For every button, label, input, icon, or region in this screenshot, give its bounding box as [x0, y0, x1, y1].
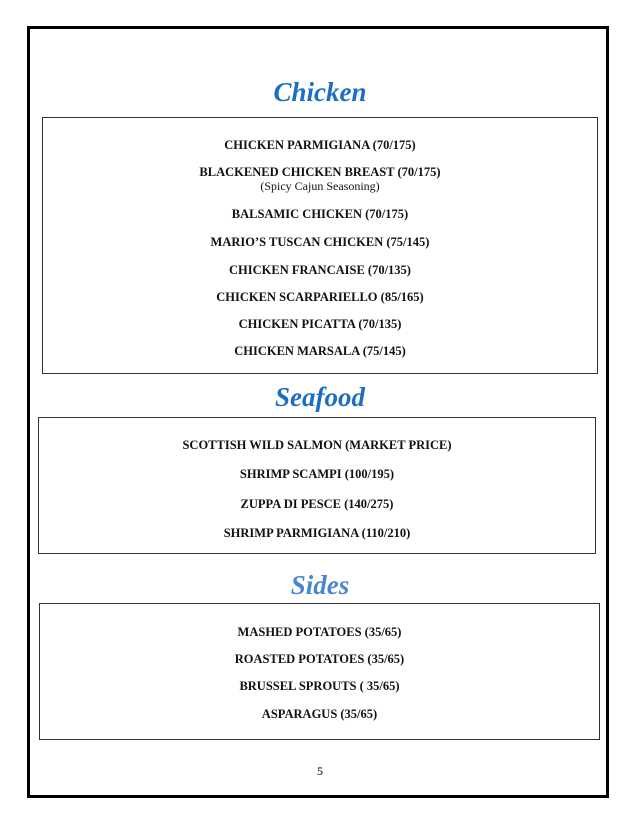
menu-item: SHRIMP SCAMPI (100/195)	[239, 467, 395, 481]
section-heading-chicken: Chicken	[273, 77, 367, 107]
menu-item: ASPARAGUS (35/65)	[261, 707, 378, 721]
menu-item: BALSAMIC CHICKEN (70/175)	[231, 207, 409, 221]
menu-item: CHICKEN FRANCAISE (70/135)	[229, 263, 411, 277]
menu-item-note: (Spicy Cajun Seasoning)	[260, 179, 380, 193]
menu-item: ZUPPA DI PESCE (140/275)	[240, 497, 394, 511]
menu-item: CHICKEN MARSALA (75/145)	[234, 344, 406, 358]
menu-item: BLACKENED CHICKEN BREAST (70/175)	[199, 165, 441, 179]
menu-item: MASHED POTATOES (35/65)	[237, 625, 402, 639]
menu-item: MARIO’S TUSCAN CHICKEN (75/145)	[210, 235, 430, 249]
menu-item: BRUSSEL SPROUTS ( 35/65)	[239, 679, 400, 693]
page-number: 5	[317, 764, 323, 778]
section-heading-seafood: Seafood	[275, 382, 365, 412]
menu-item: SHRIMP PARMIGIANA (110/210)	[223, 526, 411, 540]
section-heading-sides: Sides	[290, 570, 350, 600]
menu-item: CHICKEN PARMIGIANA (70/175)	[224, 138, 416, 152]
menu-item: ROASTED POTATOES (35/65)	[234, 652, 405, 666]
menu-box-sides	[39, 603, 600, 740]
menu-box-chicken	[42, 117, 598, 374]
menu-box-seafood	[38, 417, 596, 554]
menu-item: SCOTTISH WILD SALMON (MARKET PRICE)	[182, 438, 452, 452]
menu-item: CHICKEN SCARPARIELLO (85/165)	[216, 290, 424, 304]
menu-item: CHICKEN PICATTA (70/135)	[238, 317, 402, 331]
